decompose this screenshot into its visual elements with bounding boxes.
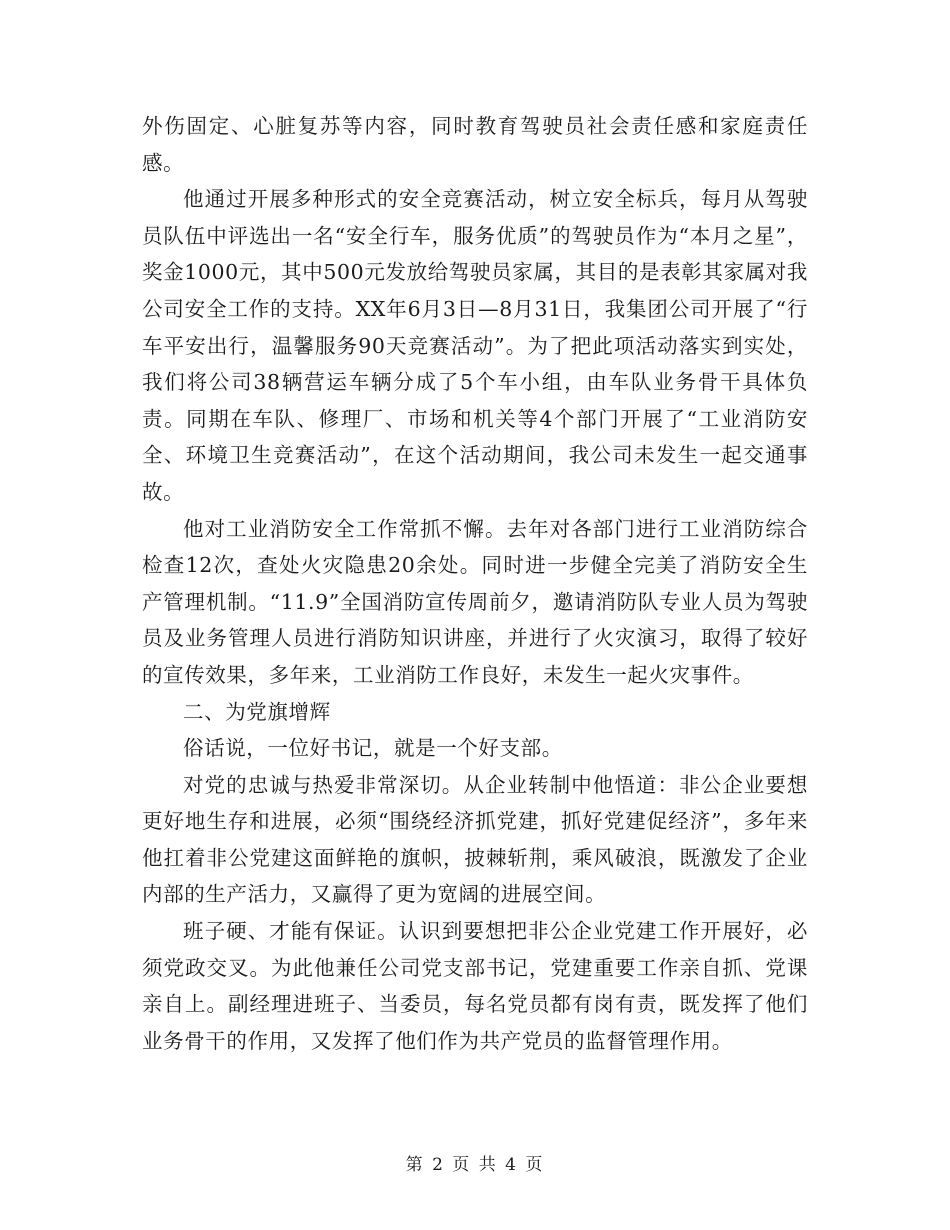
paragraph-proverb: 俗话说，一位好书记，就是一个好支部。 [183,736,563,761]
paragraph-safety-competition: 他通过开展多种形式的安全竞赛活动，树立安全标兵，每月从驾驶员队伍中评选出一名“安全行车，服务优质”的驾驶员作为“本月之星”，奖金1000元，其中500元发放给驾驶员家属，其目的是表彰其家属对我公司安全工作的支持。XX年6月3日—8月31日，我集团公司开展了“行车平安出行，温馨服务90天竞赛活动”。为了把此项活动落实到实处，我们将公司38辆营运车辆分成了5个车小组，由车队业务骨干具体负责。同期在车队、修理厂、市场和机关等4个部门开展了“工业消防安全、环境卫生竞赛活动”，在这个活动期间，我公司未发生一起交通事故。 [142,187,808,504]
paragraph-leadership-team: 班子硬、才能有保证。认识到要想把非公企业党建工作开展好，必须党政交叉。为此他兼任公司党支部书记，党建重要工作亲自抓、党课亲自上。副经理进班子、当委员，每名党员都有岗有责，既发挥了他们业务骨干的作用，又发挥了他们作为共产党员的监督管理作用。 [142,919,808,1053]
paragraph-party-loyalty: 对党的忠诚与热爱非常深切。从企业转制中他悟道：非公企业要想更好地生存和进展，必须“围绕经济抓党建，抓好党建促经济”，多年来他扛着非公党建这面鲜艳的旗帜，披棘斩荆，乘风破浪，既激发了企业内部的生产活力，又赢得了更为宽阔的进展空间。 [142,772,808,907]
paragraph-fire-safety: 他对工业消防安全工作常抓不懈。去年对各部门进行工业消防综合检查12次，查处火灾隐患20余处。同时进一步健全完美了消防安全生产管理机制。“11.9”全国消防宣传周前夕，邀请消防队专业人员为驾驶员及业务管理人员进行消防知识讲座，并进行了火灾演习，取得了较好的宣传效果，多年来，工业消防工作良好，未发生一起火灾事件。 [142,516,808,687]
document-body [142,108,808,1059]
section-heading: 二、为党旗增辉 [183,699,331,724]
paragraph-continuation: 外伤固定、心脏复苏等内容，同时教育驾驶员社会责任感和家庭责任感。 [142,114,808,175]
page-footer: 第 2 页 共 4 页 [405,1155,545,1175]
